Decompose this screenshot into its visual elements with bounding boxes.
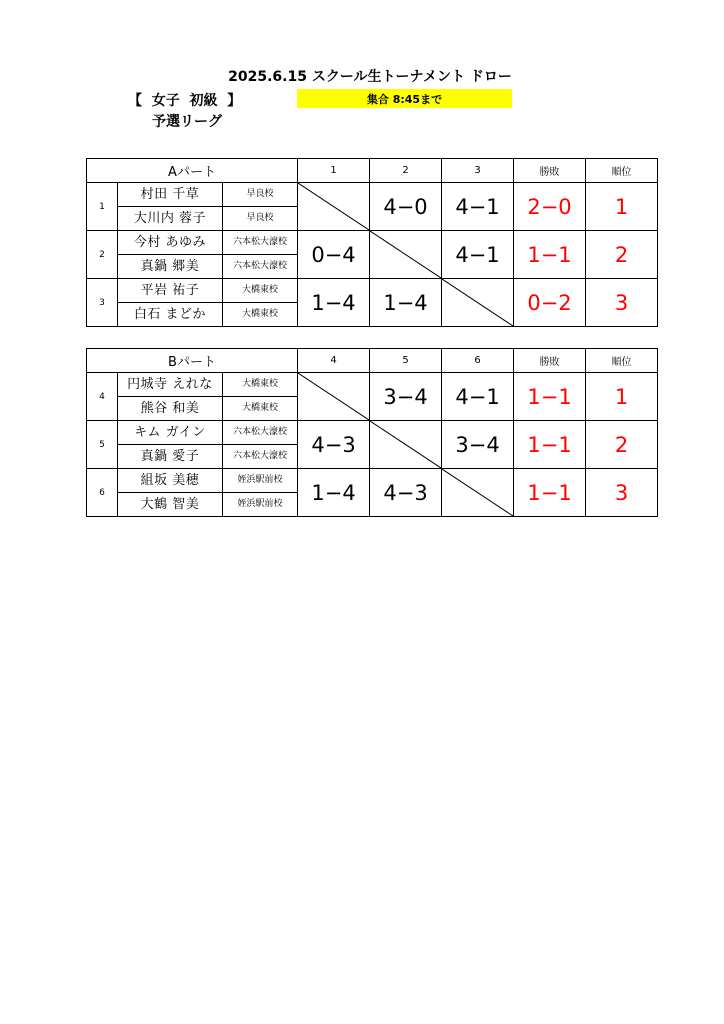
win-loss-record: 1−1 (514, 231, 586, 279)
match-score: 1−4 (370, 279, 442, 327)
table-row (87, 421, 658, 445)
column-header: 6 (442, 349, 514, 373)
column-header: 1 (298, 159, 370, 183)
page-title: 2025.6.15 スクール生トーナメント ドロー (228, 69, 512, 85)
team-rank: 3 (586, 279, 658, 327)
match-score: 3−4 (442, 421, 514, 469)
category-label: 【 女子 初級 】 (128, 93, 242, 109)
team-number: 4 (87, 373, 118, 421)
team-rank: 2 (586, 421, 658, 469)
record-header: 勝敗 (514, 349, 586, 373)
player-school: 大橋東校 (223, 397, 298, 421)
player-school: 大橋東校 (223, 279, 298, 303)
rank-header: 順位 (586, 159, 658, 183)
player-name: 今村 あゆみ (118, 231, 223, 255)
table-row (87, 279, 658, 303)
column-header: 3 (442, 159, 514, 183)
win-loss-record: 0−2 (514, 279, 586, 327)
player-name: 真鍋 郷美 (118, 255, 223, 279)
match-score: 1−4 (298, 469, 370, 517)
match-score: 4−0 (370, 183, 442, 231)
column-header: 2 (370, 159, 442, 183)
stage-label: 予選リーグ (152, 114, 222, 130)
part-title: Aパート (87, 159, 298, 183)
team-rank: 1 (586, 373, 658, 421)
league-table-b (86, 348, 658, 517)
win-loss-record: 1−1 (514, 373, 586, 421)
match-score: 4−1 (442, 373, 514, 421)
team-rank: 2 (586, 231, 658, 279)
player-school: 早良校 (223, 207, 298, 231)
player-name: 大川内 蓉子 (118, 207, 223, 231)
table-row (87, 469, 658, 493)
player-school: 大橋東校 (223, 373, 298, 397)
win-loss-record: 1−1 (514, 421, 586, 469)
player-name: 円城寺 えれな (118, 373, 223, 397)
match-score: 4−1 (442, 231, 514, 279)
player-name: 熊谷 和美 (118, 397, 223, 421)
player-name: 組坂 美穂 (118, 469, 223, 493)
column-header: 5 (370, 349, 442, 373)
team-rank: 3 (586, 469, 658, 517)
rank-header: 順位 (586, 349, 658, 373)
player-school: 六本松大濠校 (223, 421, 298, 445)
player-school: 大橋東校 (223, 303, 298, 327)
team-number: 6 (87, 469, 118, 517)
match-score: 1−4 (298, 279, 370, 327)
player-name: 大鶴 智美 (118, 493, 223, 517)
table-row (87, 231, 658, 255)
part-title: Bパート (87, 349, 298, 373)
player-name: 白石 まどか (118, 303, 223, 327)
player-school: 六本松大濠校 (223, 255, 298, 279)
table-row (87, 183, 658, 207)
team-number: 3 (87, 279, 118, 327)
self-match-cell (298, 183, 370, 231)
self-match-cell (298, 373, 370, 421)
meeting-time-banner: 集合 8:45まで (297, 89, 512, 108)
league-table-a (86, 158, 658, 327)
table-header-row (87, 159, 658, 183)
player-name: 真鍋 愛子 (118, 445, 223, 469)
win-loss-record: 2−0 (514, 183, 586, 231)
player-name: 平岩 祐子 (118, 279, 223, 303)
player-name: キム ガイン (118, 421, 223, 445)
column-header: 4 (298, 349, 370, 373)
team-number: 1 (87, 183, 118, 231)
match-score: 0−4 (298, 231, 370, 279)
match-score: 3−4 (370, 373, 442, 421)
player-school: 六本松大濠校 (223, 231, 298, 255)
player-school: 姪浜駅前校 (223, 493, 298, 517)
self-match-cell (442, 279, 514, 327)
match-score: 4−3 (298, 421, 370, 469)
match-score: 4−3 (370, 469, 442, 517)
self-match-cell (370, 231, 442, 279)
match-score: 4−1 (442, 183, 514, 231)
team-number: 2 (87, 231, 118, 279)
player-school: 六本松大濠校 (223, 445, 298, 469)
record-header: 勝敗 (514, 159, 586, 183)
win-loss-record: 1−1 (514, 469, 586, 517)
player-name: 村田 千草 (118, 183, 223, 207)
self-match-cell (442, 469, 514, 517)
self-match-cell (370, 421, 442, 469)
player-school: 姪浜駅前校 (223, 469, 298, 493)
table-row (87, 373, 658, 397)
table-header-row (87, 349, 658, 373)
team-number: 5 (87, 421, 118, 469)
player-school: 早良校 (223, 183, 298, 207)
team-rank: 1 (586, 183, 658, 231)
